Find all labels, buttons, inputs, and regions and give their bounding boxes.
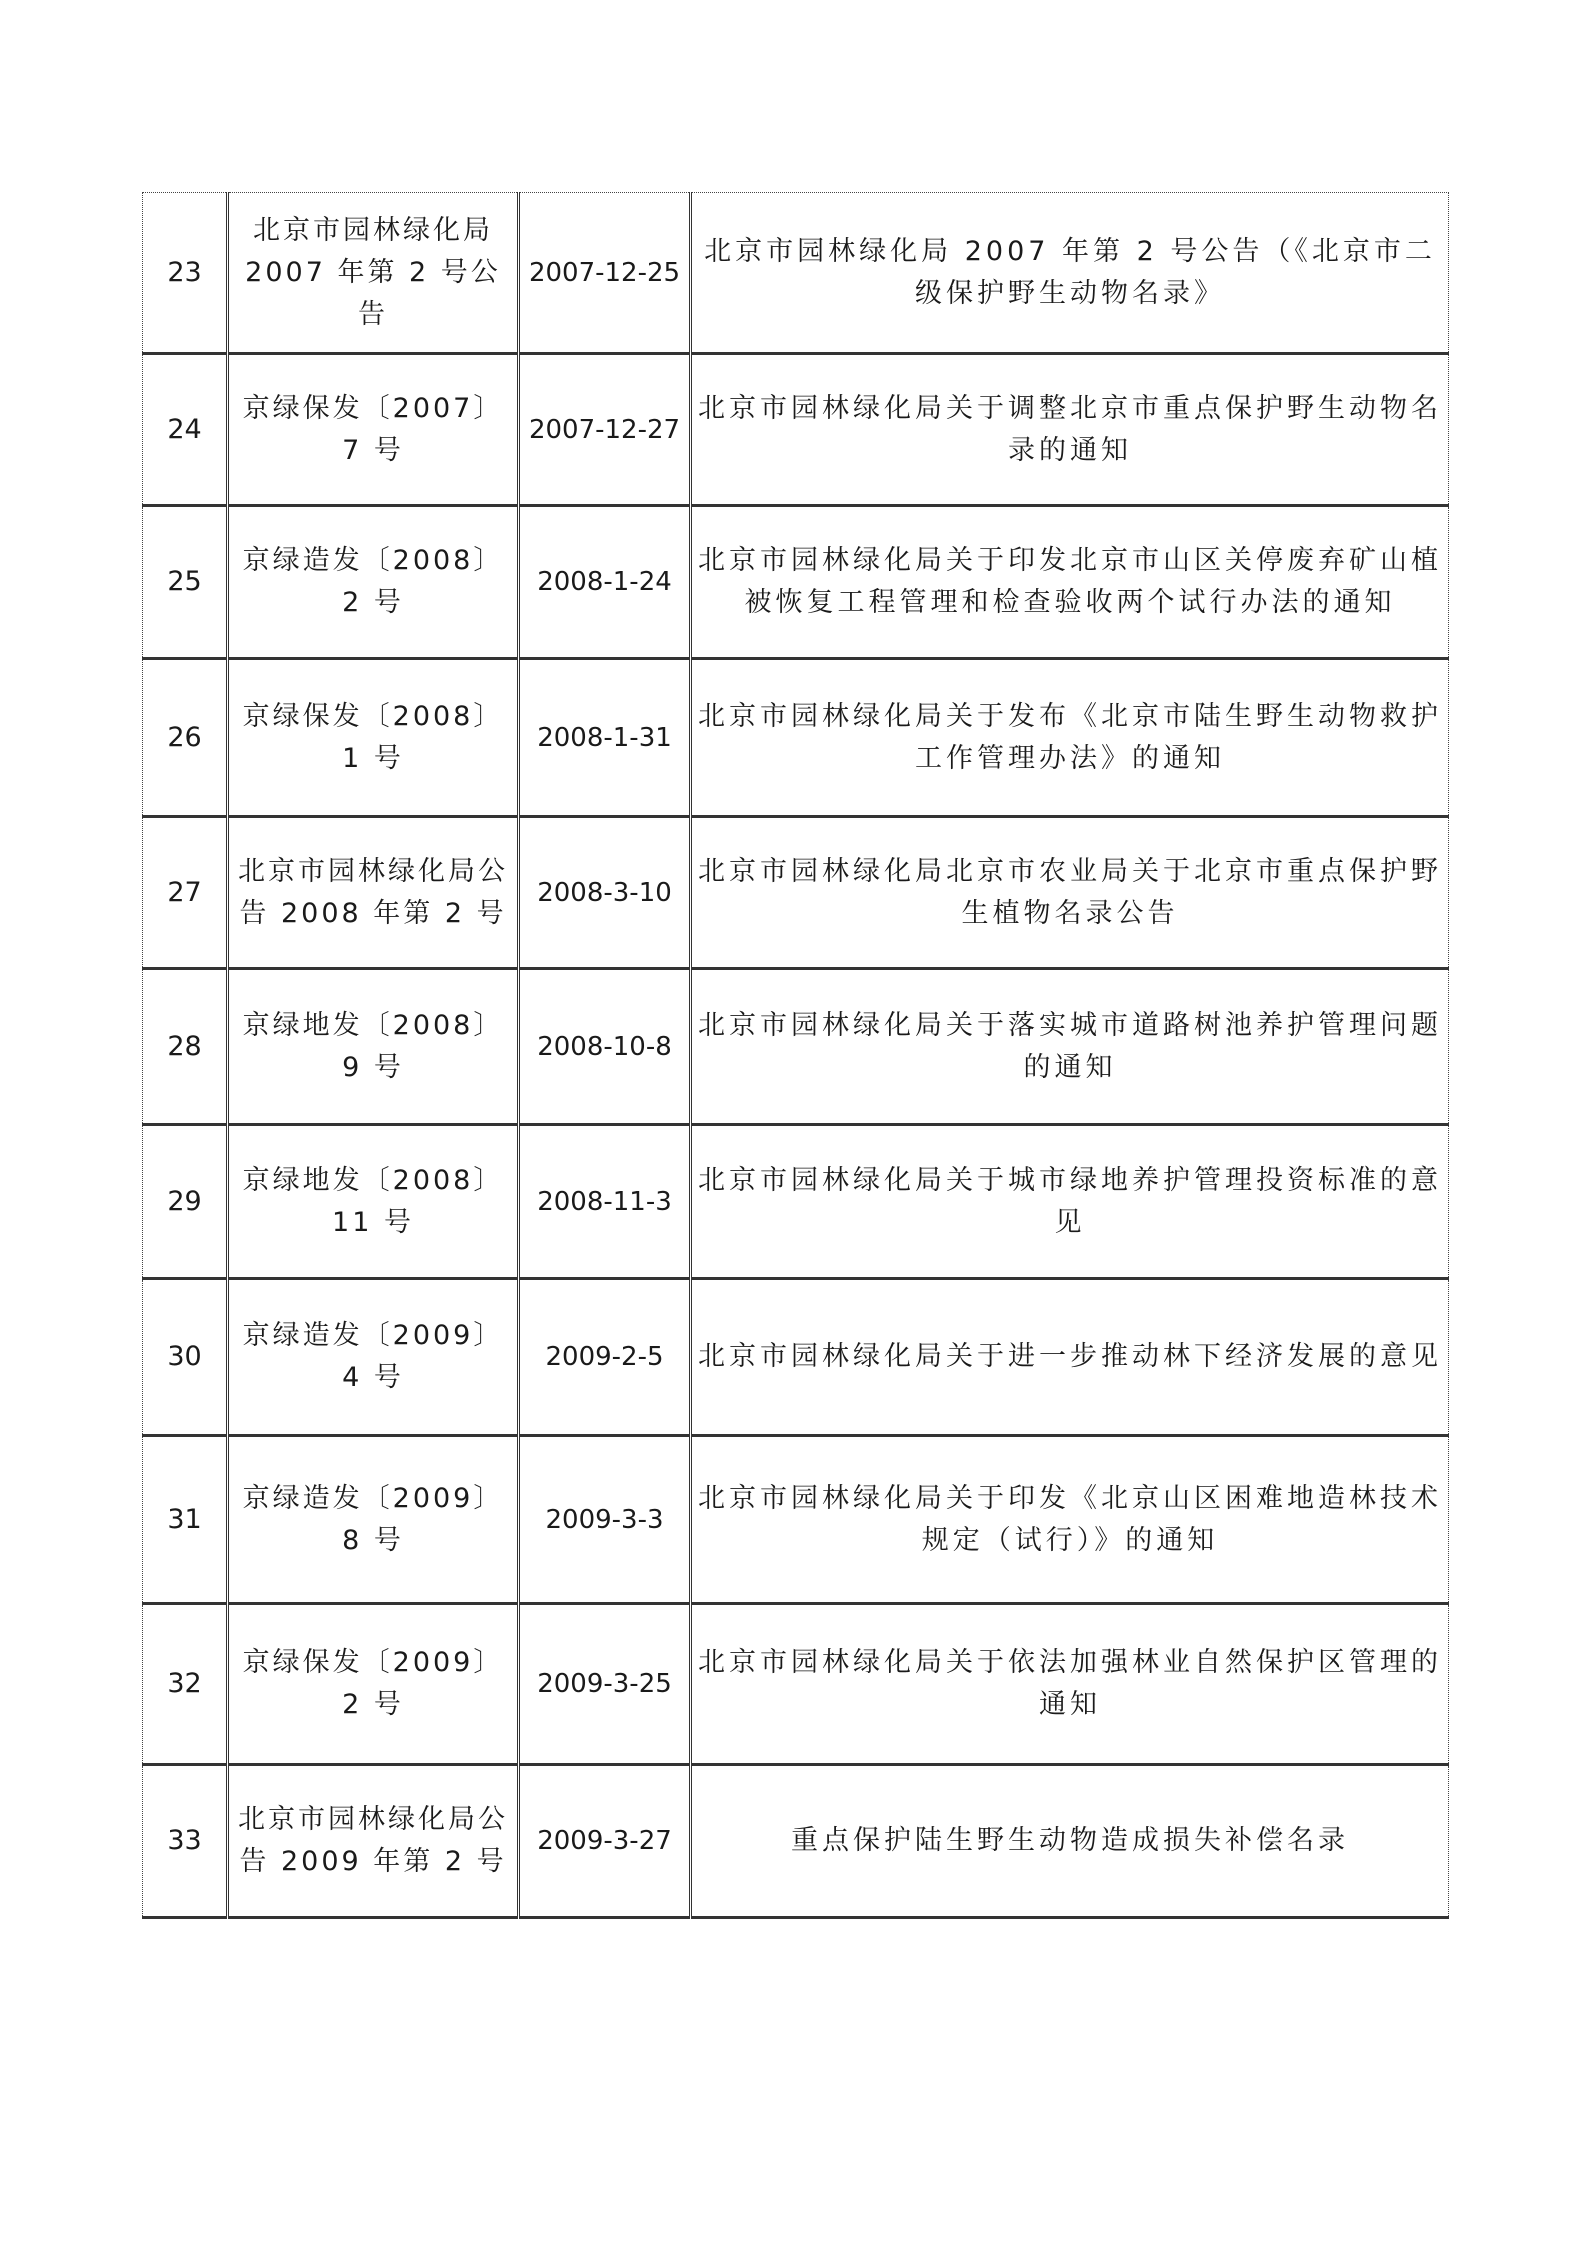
regulation-table [142, 192, 1449, 1919]
row-doc-number: 北京市园林绿化局 2007 年第 2 号公告 [228, 193, 519, 354]
row-title: 北京市园林绿化局关于印发北京市山区关停废弃矿山植被恢复工程管理和检查验收两个试行办法的通知 [691, 506, 1449, 659]
row-title: 北京市园林绿化局关于进一步推动林下经济发展的意见 [691, 1279, 1449, 1436]
row-date: 2009-3-3 [519, 1436, 691, 1604]
row-date: 2008-10-8 [519, 969, 691, 1125]
table-row [143, 817, 1449, 969]
row-seq: 30 [143, 1279, 228, 1436]
row-title: 北京市园林绿化局北京市农业局关于北京市重点保护野生植物名录公告 [691, 817, 1449, 969]
row-title: 北京市园林绿化局关于调整北京市重点保护野生动物名录的通知 [691, 354, 1449, 506]
row-seq: 28 [143, 969, 228, 1125]
row-date: 2008-11-3 [519, 1125, 691, 1279]
row-doc-number: 京绿保发〔2009〕2 号 [228, 1604, 519, 1765]
table-row [143, 1604, 1449, 1765]
row-date: 2008-1-31 [519, 659, 691, 817]
table-row [143, 1279, 1449, 1436]
row-title: 北京市园林绿化局关于印发《北京山区困难地造林技术规定（试行）》的通知 [691, 1436, 1449, 1604]
table-row [143, 1125, 1449, 1279]
row-doc-number: 北京市园林绿化局公告 2009 年第 2 号 [228, 1765, 519, 1918]
row-title: 北京市园林绿化局关于依法加强林业自然保护区管理的通知 [691, 1604, 1449, 1765]
row-title: 北京市园林绿化局关于发布《北京市陆生野生动物救护工作管理办法》的通知 [691, 659, 1449, 817]
table-row [143, 969, 1449, 1125]
row-doc-number: 京绿造发〔2008〕2 号 [228, 506, 519, 659]
row-date: 2008-1-24 [519, 506, 691, 659]
table-row [143, 1436, 1449, 1604]
row-date: 2007-12-27 [519, 354, 691, 506]
table-row [143, 506, 1449, 659]
row-doc-number: 北京市园林绿化局公告 2008 年第 2 号 [228, 817, 519, 969]
row-seq: 29 [143, 1125, 228, 1279]
row-title: 北京市园林绿化局 2007 年第 2 号公告（《北京市二级保护野生动物名录》 [691, 193, 1449, 354]
row-seq: 32 [143, 1604, 228, 1765]
row-title: 北京市园林绿化局关于城市绿地养护管理投资标准的意见 [691, 1125, 1449, 1279]
row-doc-number: 京绿保发〔2007〕7 号 [228, 354, 519, 506]
table-row [143, 1765, 1449, 1918]
row-seq: 23 [143, 193, 228, 354]
row-doc-number: 京绿地发〔2008〕9 号 [228, 969, 519, 1125]
table-row [143, 354, 1449, 506]
table-row [143, 193, 1449, 354]
row-title: 重点保护陆生野生动物造成损失补偿名录 [691, 1765, 1449, 1918]
table-row [143, 659, 1449, 817]
row-date: 2009-2-5 [519, 1279, 691, 1436]
row-seq: 24 [143, 354, 228, 506]
row-date: 2008-3-10 [519, 817, 691, 969]
row-seq: 27 [143, 817, 228, 969]
row-seq: 25 [143, 506, 228, 659]
row-seq: 33 [143, 1765, 228, 1918]
row-date: 2007-12-25 [519, 193, 691, 354]
row-seq: 31 [143, 1436, 228, 1604]
row-date: 2009-3-25 [519, 1604, 691, 1765]
row-doc-number: 京绿保发〔2008〕1 号 [228, 659, 519, 817]
row-doc-number: 京绿造发〔2009〕8 号 [228, 1436, 519, 1604]
row-doc-number: 京绿地发〔2008〕11 号 [228, 1125, 519, 1279]
row-date: 2009-3-27 [519, 1765, 691, 1918]
row-seq: 26 [143, 659, 228, 817]
row-doc-number: 京绿造发〔2009〕4 号 [228, 1279, 519, 1436]
row-title: 北京市园林绿化局关于落实城市道路树池养护管理问题的通知 [691, 969, 1449, 1125]
